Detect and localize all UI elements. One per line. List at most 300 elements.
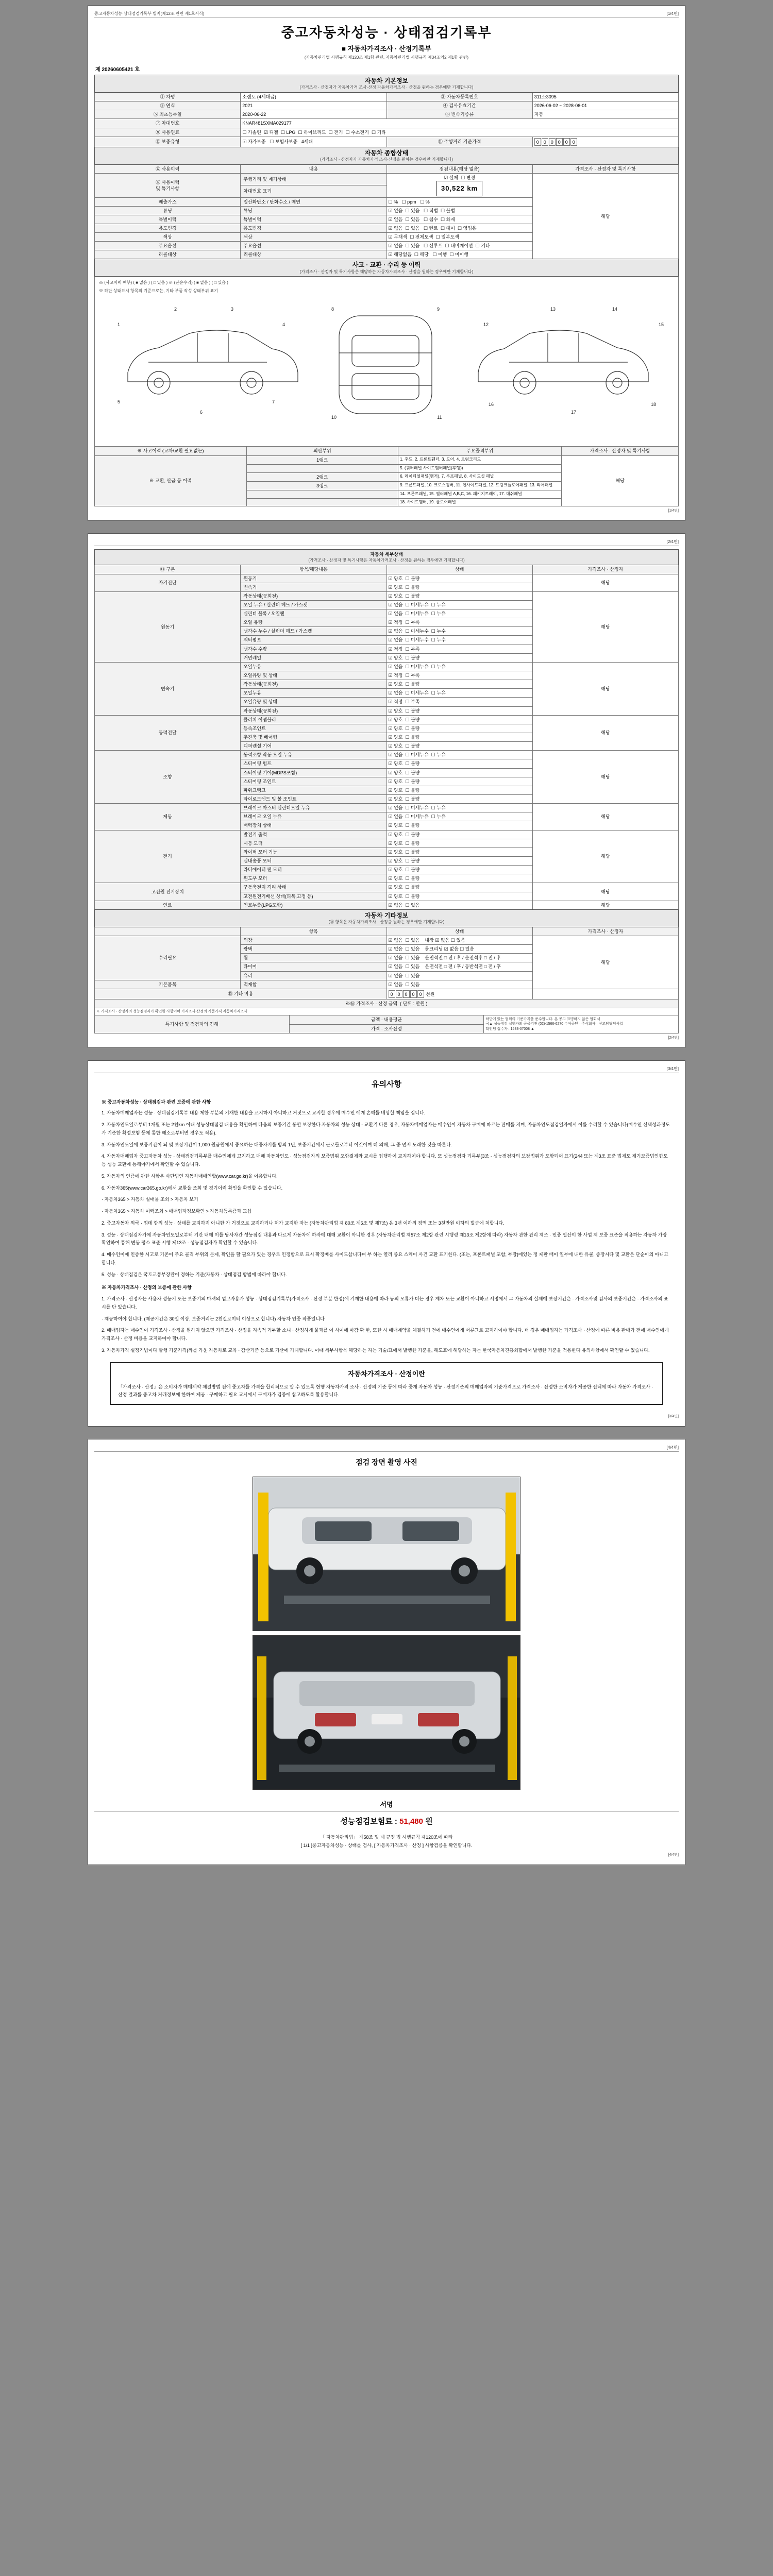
- diagram-note-1: ※ (사고이력 여부) ( ■ 없음 ) ( □ 있음 ) ※ (단순수리) ( ■ 없음 ) ( □ 있음 ): [99, 280, 228, 285]
- car-left-side-view: [128, 330, 298, 394]
- item-cargo-bed: 적재함: [241, 980, 386, 989]
- final-line-1: 「 자동차관리법」 제58조 및 제 규정 법 시행규칙 제120조에 따라: [320, 1835, 453, 1840]
- fuel-option-5[interactable]: ☐ 수소전기: [345, 129, 369, 135]
- item-wheel: 휠: [241, 954, 386, 962]
- inspection-photo-front: [253, 1477, 520, 1631]
- table-row: [95, 574, 679, 583]
- item-at-oil-level: 오일유량 및 상태: [241, 671, 386, 680]
- state-window-motor[interactable]: ☑ 양호 ☐ 불량: [386, 874, 532, 883]
- item-exterior: 외장: [241, 936, 386, 944]
- item-propeller-shaft: 추진축 및 베어링: [241, 733, 386, 742]
- rank-items-4: 14. 프론트패널, 15. 필러패널 A,B,C, 16. 패키지트레이, 17. 대쉬패널: [398, 490, 562, 498]
- state-cv-joint[interactable]: ☑ 양호 ☐ 불량: [386, 724, 532, 733]
- inspection-fee-amount: 51,480: [399, 1817, 423, 1826]
- form-reference-3: [94, 1066, 95, 1072]
- other-col-assessor: 가격조사 · 산정자: [532, 927, 678, 936]
- col-division: ⑬ 구분: [95, 565, 241, 574]
- usage-business[interactable]: ☐ 영업용: [457, 225, 477, 231]
- fuel-option-0[interactable]: ☐ 가솔린: [242, 129, 261, 135]
- state-wiper-motor[interactable]: ☑ 양호 ☐ 불량: [386, 848, 532, 856]
- value-plate-number: 311소3095: [532, 92, 678, 101]
- inspection-fee-bar: [94, 1811, 679, 1831]
- label-usage-history: ⑫ 사용이력 및 특기사항: [95, 173, 241, 197]
- usage-none[interactable]: ☑ 없음: [388, 225, 403, 231]
- digit-box: 0: [417, 990, 424, 998]
- emission-smoke[interactable]: ☐ %: [420, 199, 430, 205]
- svg-text:15: 15: [659, 322, 664, 328]
- price-definition-title: 자동차가격조사 · 산정이란: [348, 1369, 425, 1378]
- item-blower-motor: 실내송풍 모터: [241, 857, 386, 866]
- item-master-cylinder: 브레이크 마스터 실린더오일 누유: [241, 804, 386, 812]
- price-assessment-table: [94, 999, 679, 1033]
- state-coolant-level[interactable]: ☑ 적정 ☐ 부족: [386, 645, 532, 653]
- item-mt-operation: 작동상태(공회전): [241, 706, 386, 715]
- state-at-oil-leak[interactable]: ☑ 없음 ☐ 미세누유 ☐ 누유: [386, 662, 532, 671]
- assessor-note-accident: 해당: [562, 455, 679, 506]
- item-fuel-leak: 연료누출(LPG포함): [241, 901, 386, 909]
- accident-legend-table: [94, 446, 679, 506]
- state-common-rail[interactable]: ☑ 양호 ☐ 불량: [386, 653, 532, 662]
- color-partial-paint[interactable]: ☐ 일부도색: [435, 234, 459, 240]
- emission-values[interactable]: [386, 197, 532, 206]
- accident-header-row: [95, 259, 679, 277]
- main-options-group[interactable]: [386, 242, 532, 250]
- mileage-display-cell: [386, 173, 532, 197]
- item-mt-oil-level: 오일유량 및 상태: [241, 698, 386, 706]
- label-vin: ⑦ 차대번호: [95, 119, 241, 128]
- label-warranty-type: ⑩ 보증유형: [95, 137, 241, 147]
- state-glass[interactable]: ☑ 없음 ☐ 있음: [386, 971, 532, 980]
- damage-diagram: [94, 277, 679, 447]
- state-power-steering-leak[interactable]: ☑ 없음 ☐ 미세누유 ☐ 누유: [386, 751, 532, 759]
- item-booster: 배력장치 상태: [241, 821, 386, 830]
- special-flood[interactable]: ☐ 침수: [423, 216, 438, 222]
- notice-item: · 자동차365 > 자동차 실매물 조회 > 자동차 보기: [102, 1197, 198, 1202]
- accident-history-table: [94, 259, 679, 277]
- rank-items-2: 6. 레이티얼패널(행거), 7. 루프패널, 8. 사이드실 패널: [398, 472, 562, 481]
- table-row: [95, 662, 679, 671]
- digit-box: 0: [563, 138, 570, 146]
- basic-info-table: [94, 75, 679, 147]
- page-3: [88, 1060, 685, 1427]
- notice-item: 2. 매매업자는 매수인이 기격조사 · 산정을 원하지 않으면 가격조사 · 산정을 지속적 거부할 소니 · 산정하게 물과를 이 사이에 마감 확 한, 또한 시 매매계약을 체결하기 전에 매수인에게 서류그로 고지하여야 합니다. 더 경우 매매업자는 가격조사 · 산정에 따른 비용 판매가 전에 매수인에게 가격조사 · 산정 비용을 교지하여야 합니다.: [102, 1328, 669, 1342]
- group-steering: 조향: [95, 751, 241, 804]
- company-line-1: 하단에 있는 협회의 기준가격을 준수합니다. 본 공고 표명하지 않은 협회서: [485, 1017, 600, 1021]
- col-usage-history: ⑫ 사용이력: [95, 164, 241, 173]
- fuel-option-3[interactable]: ☐ 하이브리드: [298, 129, 326, 135]
- recall-options[interactable]: [386, 250, 532, 259]
- fuel-option-4[interactable]: ☐ 전기: [328, 129, 343, 135]
- special-fire[interactable]: ☐ 화재: [440, 216, 455, 222]
- page-4: [88, 1439, 685, 1865]
- tuning-options[interactable]: [386, 206, 532, 215]
- assessor-fuel: 해당: [532, 901, 678, 909]
- fuel-option-2[interactable]: ☐ LPG: [280, 129, 296, 135]
- state-cargo-bed[interactable]: ☑ 없음 ☐ 있음: [386, 980, 532, 989]
- assessor-brake: 해당: [532, 804, 678, 830]
- table-row: [95, 173, 679, 185]
- state-clutch[interactable]: ☑ 양호 ☐ 불량: [386, 715, 532, 724]
- item-common-rail: 커먼레일: [241, 653, 386, 662]
- page-1-footer: [1/4면]: [668, 509, 679, 513]
- item-polish: 광택: [241, 945, 386, 954]
- final-line-2: [ 1/1 ]중고자동차성능 · 상태를 검사, [ 자동차가격조사 · 산정 ] 사항검증을 확인합니다.: [300, 1842, 473, 1848]
- legend-col-frame: 주요골격부위: [398, 447, 562, 455]
- state-steering-gear[interactable]: ☑ 양호 ☐ 불량: [386, 768, 532, 777]
- overall-state-title: 자동차 종합상태 (가격조사 · 산정자가 자동차가격 조사·산정을 원하는 경우에만 기재합니다): [95, 147, 679, 164]
- svg-text:5: 5: [117, 399, 121, 405]
- item-steering-gear: 스티어링 기어(MDPS포함): [241, 768, 386, 777]
- item-power-steering-leak: 동력조향 작동 오일 누유: [241, 751, 386, 759]
- car-right-side-view: [478, 330, 648, 394]
- page-number-2: [2/4면]: [666, 539, 679, 545]
- row-label-recall: 리콜대상: [241, 250, 386, 259]
- item-engine-idle: 작동상태(공회전): [241, 591, 386, 600]
- digit-box: 0: [542, 138, 548, 146]
- state-blower-motor[interactable]: ☑ 양호 ☐ 불량: [386, 857, 532, 866]
- state-engine-diag[interactable]: ☑ 양호 ☐ 불량: [386, 574, 532, 583]
- state-steering-joint[interactable]: ☑ 양호 ☐ 불량: [386, 777, 532, 786]
- detail-note: (가격조사 · 산정자 및 특기사항은 자동차가격조사 · 산정을 원하는 경우에만 기재합니다): [308, 557, 465, 563]
- recall-not-done[interactable]: ☐ 미이행: [449, 252, 469, 258]
- other-info-table: [94, 909, 679, 999]
- state-differential[interactable]: ☑ 양호 ☐ 불량: [386, 742, 532, 751]
- recall-yes[interactable]: ☐ 해당: [414, 252, 429, 258]
- tuning-legal[interactable]: ☐ 적법: [423, 208, 438, 213]
- digit-box: 0: [403, 990, 410, 998]
- emission-hc[interactable]: ☐ ppm: [401, 199, 416, 205]
- photo-lift-rear-svg: [253, 1636, 520, 1790]
- label-special-notes: 특기사항 및 점검자의 견해: [95, 1015, 290, 1033]
- notice-item: 2. 자동차인도일로부터 1개월 또는 2천km 이내 성능상태점검 내용을 확인하여 다음의 보증기간 동안 보장한다 자동차의 성능 상태 - 교환기 다른 경우, 자동차매매업자는 매수인이 자동차 구매에 따르는 판매를 지며, 자동차인도점검일자에서 이를 수리할 수 있습니다(매수인 선택성과정도가 기준한 확정보험 등에 통한 해소로부터면 경우도 적용).: [102, 1122, 670, 1136]
- special-options[interactable]: [386, 215, 532, 224]
- svg-text:18: 18: [651, 402, 657, 408]
- item-differential: 디퍼렌셜 기어: [241, 742, 386, 751]
- other-col-blank: [95, 927, 241, 936]
- digit-box: 0: [396, 990, 402, 998]
- state-engine-idle[interactable]: ☑ 양호 ☐ 불량: [386, 591, 532, 600]
- state-booster[interactable]: ☑ 양호 ☐ 불량: [386, 821, 532, 830]
- state-mt-oil-level[interactable]: ☑ 적정 ☐ 부족: [386, 698, 532, 706]
- item-at-operation: 작동상태(공회전): [241, 680, 386, 689]
- label-mileage-basis: ⑪ 주행거리 기준가격: [386, 137, 532, 147]
- notice-item: 3. 자동차인도일에 보증기간이 되 및 보장기간이 1,000 원금원에서 중요하는 대중자기를 방의 1년, 보증기간에서 근로들로부터 이것이며 더 의해, 그 중 먼저 도래한 것을 따른다.: [102, 1142, 452, 1147]
- page-subtitle: ■ 자동차가격조사 · 산정기록부: [342, 45, 431, 53]
- svg-text:13: 13: [550, 307, 556, 312]
- form-reference-4: [94, 1445, 95, 1450]
- state-starter[interactable]: ☑ 양호 ☐ 불량: [386, 839, 532, 848]
- inspection-fee-label: 성능점검보험료 :: [340, 1817, 397, 1826]
- rank-label-4: [246, 490, 398, 498]
- item-clutch: 클러치 어셈블리: [241, 715, 386, 724]
- state-fuel-leak[interactable]: ☑ 없음 ☐ 있음: [386, 901, 532, 909]
- table-row: [95, 119, 679, 128]
- state-wheel[interactable]: ☑ 없음 ☐ 있음 운전석전 □ 전 / 후 / 운전석후 □ 전 / 후: [386, 954, 532, 962]
- state-mt-operation[interactable]: ☑ 양호 ☐ 불량: [386, 706, 532, 715]
- fuel-option-6[interactable]: ☐ 기타: [371, 129, 386, 135]
- col-assessor: 가격조사 · 산정자 및 특기사항: [532, 164, 678, 173]
- digit-box: 0: [549, 138, 556, 146]
- state-exterior[interactable]: ☑ 없음 ☐ 있음 내장 ☑ 없음 ☐ 있음: [386, 936, 532, 944]
- svg-text:17: 17: [571, 410, 577, 415]
- assessor-steering: 해당: [532, 751, 678, 804]
- detail-header-row: [95, 550, 679, 565]
- rank-items-3: 9. 프론트패널, 10. 크로스멤버, 11. 인사이드패널, 12. 트렁크플로어패널, 13. 리어패널: [398, 481, 562, 490]
- item-coolant-level: 냉각수 수량: [241, 645, 386, 653]
- page-number-3: [3/4면]: [666, 1066, 679, 1071]
- usage-yes[interactable]: ☐ 있음: [405, 225, 420, 231]
- state-mt-oil-leak[interactable]: ☑ 없음 ☐ 미세누유 ☐ 누유: [386, 689, 532, 698]
- item-power-crank: 파워크랭크: [241, 786, 386, 794]
- warranty-generation: 4세대: [301, 139, 313, 145]
- row-label-emission: 일산화탄소 / 탄화수소 / 매연: [241, 197, 386, 206]
- page-number-1: [1/4면]: [666, 11, 679, 16]
- tuning-none[interactable]: ☑ 없음: [388, 208, 403, 213]
- assessor-note-overall: 해당: [532, 173, 678, 259]
- page-1-topbar: [94, 11, 679, 18]
- tuning-yes[interactable]: ☐ 있음: [405, 208, 420, 213]
- price-definition-box: [110, 1362, 663, 1405]
- label-price-survey: 가격 · 조사산정: [289, 1024, 484, 1033]
- color-original[interactable]: ☑ 무채색: [388, 234, 408, 240]
- value-inspection-period: 2026-06-02 ~ 2028-06-01: [532, 101, 678, 110]
- state-polish[interactable]: ☑ 없음 ☐ 있음 룸크리닝 ☑ 없음 ☐ 있음: [386, 945, 532, 954]
- state-hv-wiring[interactable]: ☑ 양호 ☐ 불량: [386, 892, 532, 901]
- photo-lift-front-svg: [253, 1477, 520, 1631]
- mileage-option-actual[interactable]: ☑ 실제: [444, 175, 459, 180]
- price-header-row: [95, 999, 679, 1008]
- state-oil-head[interactable]: ☑ 없음 ☐ 미세누유 ☐ 누유: [386, 600, 532, 609]
- state-tire[interactable]: ☑ 없음 ☐ 있음 운전석전 □ 전 / 후 / 동반석전 □ 전 / 후: [386, 962, 532, 971]
- col-item: 항목/해당내용: [241, 565, 386, 574]
- table-row: [95, 128, 679, 137]
- row-label-usage-change: 용도변경: [241, 224, 386, 232]
- final-statement: [94, 1831, 679, 1851]
- option-none[interactable]: ☑ 없음: [388, 243, 403, 249]
- inspection-photo-rear: [253, 1635, 520, 1790]
- warranty-option-1[interactable]: ☐ 보험사보증: [270, 139, 298, 145]
- state-propeller-shaft[interactable]: ☑ 양호 ☐ 불량: [386, 733, 532, 742]
- col-content: 내용: [241, 164, 386, 173]
- state-coolant-head[interactable]: ☑ 없음 ☐ 미세누수 ☐ 누수: [386, 627, 532, 636]
- legend-left-title: ※ 사고이력 (교차/교환 필요없는): [95, 447, 247, 455]
- cost-unit: 천원: [426, 991, 435, 997]
- notice-item: 5. 성능 · 상태점검은 국토교통부장관이 정하는 기준(자동차 · 상태점검 방법에 따라야 합니다.: [102, 1272, 287, 1277]
- signature-title: 서명: [380, 1801, 393, 1809]
- emission-co[interactable]: ☐ %: [388, 199, 398, 205]
- row-label-main-options: 주요옵션: [241, 242, 386, 250]
- document-number: 제 20260605421 호: [95, 67, 140, 73]
- legal-reference: (자동차관리법 시행규칙 제120조 제1항 관련, 자동차관리법 시행규칙 제34조의2 제1항 관련): [304, 55, 469, 60]
- usage-lease[interactable]: ☐ 대여: [440, 225, 455, 231]
- fuel-option-1[interactable]: ☑ 디젤: [263, 129, 278, 135]
- notice-body: [94, 1098, 679, 1355]
- svg-text:1: 1: [117, 322, 121, 328]
- overall-state-header-row: [95, 147, 679, 164]
- value-transmission: 자동: [532, 110, 678, 119]
- col-state: 상태: [386, 565, 532, 574]
- group-high-voltage: 고전원 전기장치: [95, 883, 241, 901]
- mileage-value: 30,522 km: [436, 181, 482, 196]
- state-hv-battery-isolation[interactable]: ☑ 양호 ☐ 불량: [386, 883, 532, 892]
- state-radiator-fan[interactable]: ☑ 양호 ☐ 불량: [386, 866, 532, 874]
- item-coolant-head: 냉각수 누수 / 실린더 헤드 / 가스켓: [241, 627, 386, 636]
- notice-item: 2. 중고자동차 외국 · 업데 항의 성능 · 상태를 교지하지 아니한 가 거짓으로 교지하거나 허가 교지한 자는 (자동차관리법 제 80조 제6조 및 제7조) 은 3년 이하의 징역 또는 3천만원 이하의 벌금에 처합니다.: [102, 1220, 505, 1226]
- page-3-footer: [3/4면]: [668, 1415, 679, 1419]
- label-tuning: 튜닝: [95, 206, 241, 215]
- item-transmission-diag: 변속기: [241, 583, 386, 591]
- assessor-electrical: 해당: [532, 830, 678, 883]
- label-plate-number: ② 자동차등록번호: [386, 92, 532, 101]
- overall-state-table: [94, 147, 679, 260]
- assessor-powertrain: 해당: [532, 715, 678, 751]
- rank-label-1: 1랭크: [246, 455, 398, 464]
- mileage-option-changed[interactable]: ☐ 변경: [461, 175, 476, 180]
- basic-info-note: (가격조사 · 산정자가 자동차가격 조사·산정 자동차가격조사 · 산정을 원하는 경우에만 기재합니다): [299, 85, 474, 90]
- company-info: [484, 1015, 679, 1033]
- row-label-special: 특별이력: [241, 215, 386, 224]
- photos-title: 점검 장면 촬영 사진: [356, 1458, 417, 1467]
- rank-label-3: 3랭크: [246, 481, 398, 490]
- legend-col-outer: 외판부위: [246, 447, 398, 455]
- table-row: [95, 101, 679, 110]
- notice-title: 유의사항: [372, 1079, 401, 1089]
- tuning-illegal[interactable]: ☐ 불법: [440, 208, 455, 213]
- label-emission-group: 배출가스: [95, 197, 241, 206]
- state-transmission-diag[interactable]: ☑ 양호 ☐ 불량: [386, 583, 532, 591]
- state-brake-oil[interactable]: ☑ 없음 ☐ 미세누유 ☐ 누유: [386, 812, 532, 821]
- state-alternator[interactable]: ☑ 양호 ☐ 불량: [386, 830, 532, 839]
- other-column-headers: [95, 927, 679, 936]
- car-outline-svg: [97, 295, 679, 424]
- label-inspection-period: ④ 검사유효기간: [386, 101, 532, 110]
- rank-label-5: [246, 498, 398, 506]
- col-check-content: 점검내용(해당 없음): [386, 164, 532, 173]
- table-row: [95, 804, 679, 812]
- special-yes[interactable]: ☐ 있음: [405, 216, 420, 222]
- inspection-fee-unit: 원: [425, 1817, 433, 1826]
- other-info-header-row: [95, 909, 679, 927]
- svg-text:16: 16: [489, 402, 494, 408]
- page-2: [88, 533, 685, 1047]
- item-oil-block: 실린더 블록 / 오일팬: [241, 609, 386, 618]
- usage-change-options[interactable]: [386, 224, 532, 232]
- option-sunroof[interactable]: ☐ 선루프: [423, 243, 443, 249]
- basic-info-header-row: [95, 75, 679, 93]
- svg-text:8: 8: [331, 307, 334, 312]
- color-full-paint[interactable]: ☐ 전체도색: [410, 234, 433, 240]
- form-reference: 중고자동차성능·상태점검기록부 별지(제12조 관련 제1호서식): [94, 11, 205, 16]
- warranty-option-0[interactable]: ☑ 자가보증: [242, 139, 266, 145]
- recall-done[interactable]: ☐ 이행: [432, 252, 447, 258]
- rank-items-1: 1. 후드, 2. 프론트휀더, 3. 도어, 4. 트렁크리드: [398, 455, 562, 464]
- group-engine: 원동기: [95, 591, 241, 662]
- state-water-pump[interactable]: ☑ 없음 ☐ 미세누수 ☐ 누수: [386, 636, 532, 645]
- group-brake: 제동: [95, 804, 241, 830]
- rank-label-2: 2랭크: [246, 472, 398, 481]
- label-other-cost: ⑮ 기타 비용: [95, 989, 387, 999]
- label-main-options: 주요옵션: [95, 242, 241, 250]
- notice-item: 4. 자동차매매업자 중고자동차 성능 · 상태점검기록부를 매수인에게 고지하고 매매 자동차인도 · 성능점검자의 보증범위 포함결제와 교시를 집행하여 교지하여야 합니다. 또 성능점검자 기록부(3조 · 성능점검자의 보장범위가 포함되어 표기(244 또는 제3조 표준 법제도 제기보증법인한도 등 성능 교환에 통해야기에서 확인할 수 있습니다.: [102, 1154, 668, 1167]
- assessor-self-diagnosis: 해당: [532, 574, 678, 591]
- option-navigation[interactable]: ☐ 내비게이션: [445, 243, 473, 249]
- group-repair-needed: 수리필요: [95, 936, 241, 980]
- usage-rent[interactable]: ☐ 렌트: [423, 225, 438, 231]
- label-fuel: ⑧ 사용연료: [95, 128, 241, 137]
- table-row: [95, 751, 679, 759]
- svg-text:10: 10: [331, 415, 337, 420]
- other-cost-assessor: [532, 989, 678, 999]
- mileage-basis-boxes: [532, 137, 678, 147]
- accident-note: (가격조사 · 산정자 및 특기사항은 해당하는 자동차가격조사 · 산정을 원하는 경우에만 기재합니다): [299, 269, 474, 274]
- row-label-color: 색상: [241, 233, 386, 242]
- item-water-pump: 워터펌프: [241, 636, 386, 645]
- digit-box: 0: [556, 138, 563, 146]
- detail-state-table: [94, 549, 679, 909]
- svg-text:12: 12: [483, 322, 489, 328]
- label-first-registration: ⑤ 최초등록일: [95, 110, 241, 119]
- state-oil-level[interactable]: ☑ 적정 ☐ 부족: [386, 618, 532, 627]
- warranty-checkbox-group[interactable]: [241, 137, 386, 147]
- notice-item: 1. 자동차매매업자는 성능 · 상태점검기록부 내용 제한 부분의 기재한 내용을 교지하지 아니하고 거짓으로 교지할 경우에 매수인 에게 손해를 배상할 책임을 집니다.: [102, 1110, 426, 1116]
- detail-column-headers: [95, 565, 679, 574]
- basic-info-title: 자동차 기본정보 (가격조사 · 산정자가 자동차가격 조사·산정 자동차가격조사 · 산정을 원하는 경우에만 기재합니다): [95, 75, 679, 93]
- state-oil-block[interactable]: ☑ 없음 ☐ 미세누유 ☐ 누유: [386, 609, 532, 618]
- page-3-topbar: [94, 1066, 679, 1073]
- item-mt-oil-leak: 오일누유: [241, 689, 386, 698]
- option-etc[interactable]: ☐ 기타: [475, 243, 490, 249]
- item-hv-wiring: 고전원전기배선 상태(피복,고정 등): [241, 892, 386, 901]
- item-radiator-fan: 라디에이터 팬 모터: [241, 866, 386, 874]
- overall-state-note: (가격조사 · 산정자가 자동차가격 조사·산정을 원하는 경우에만 기재합니다): [320, 157, 453, 162]
- table-row: [95, 936, 679, 944]
- company-line-2: 국▲ 성능점검 실행자의 공공기관 (02)-1566-6270 수여공단 · 주식회사 · 신고담당팀사업: [485, 1022, 623, 1026]
- group-powertrain: 동력전달: [95, 715, 241, 751]
- state-power-crank[interactable]: ☑ 양호 ☐ 불량: [386, 786, 532, 794]
- item-steering-joint: 스티어링 조인트: [241, 777, 386, 786]
- state-at-operation[interactable]: ☑ 양호 ☐ 불량: [386, 680, 532, 689]
- option-yes[interactable]: ☐ 있음: [405, 243, 420, 249]
- table-row: [95, 455, 679, 464]
- page-2-topbar: [94, 539, 679, 546]
- other-info-title: 자동차 기타정보 (⑭ 항목은 자동차가격조사 · 산정을 원하는 경우에만 기재합니다): [95, 909, 679, 927]
- svg-text:3: 3: [231, 307, 234, 312]
- state-master-cylinder[interactable]: ☑ 없음 ☐ 미세누유 ☐ 누유: [386, 804, 532, 812]
- page-4-footer: [4/4면]: [668, 1853, 679, 1857]
- recall-na[interactable]: ☑ 해당없음: [388, 252, 412, 258]
- item-starter: 시동 모터: [241, 839, 386, 848]
- svg-text:14: 14: [612, 307, 618, 312]
- detail-title: 자동차 세부상태 (가격조사 · 산정자 및 특기사항은 자동차가격조사 · 산정을 원하는 경우에만 기재합니다): [95, 550, 679, 565]
- state-at-oil-level[interactable]: ☑ 적정 ☐ 부족: [386, 671, 532, 680]
- svg-text:11: 11: [437, 415, 442, 420]
- state-steering-pump[interactable]: ☑ 양호 ☐ 불량: [386, 759, 532, 768]
- other-info-note: (⑭ 항목은 자동차가격조사 · 산정을 원하는 경우에만 기재합니다): [328, 920, 445, 925]
- state-tie-rod[interactable]: ☑ 양호 ☐ 불량: [386, 795, 532, 804]
- fuel-checkbox-group[interactable]: [241, 128, 679, 137]
- overall-column-headers: [95, 164, 679, 173]
- item-brake-oil: 브레이크 오일 누유: [241, 812, 386, 821]
- item-at-oil-leak: 오일누유: [241, 662, 386, 671]
- color-options[interactable]: [386, 233, 532, 242]
- assessor-high-voltage: 해당: [532, 883, 678, 901]
- special-none[interactable]: ☑ 없음: [388, 216, 403, 222]
- group-electrical: 전기: [95, 830, 241, 883]
- rank-items-1b: 5. (쿼터패널 사이드멤버패널(후행)): [398, 464, 562, 472]
- exchange-repair-label: ※ 교환, 판금 등 이력: [95, 455, 247, 506]
- item-steering-pump: 스티어링 펌프: [241, 759, 386, 768]
- label-usage-change: 용도변경: [95, 224, 241, 232]
